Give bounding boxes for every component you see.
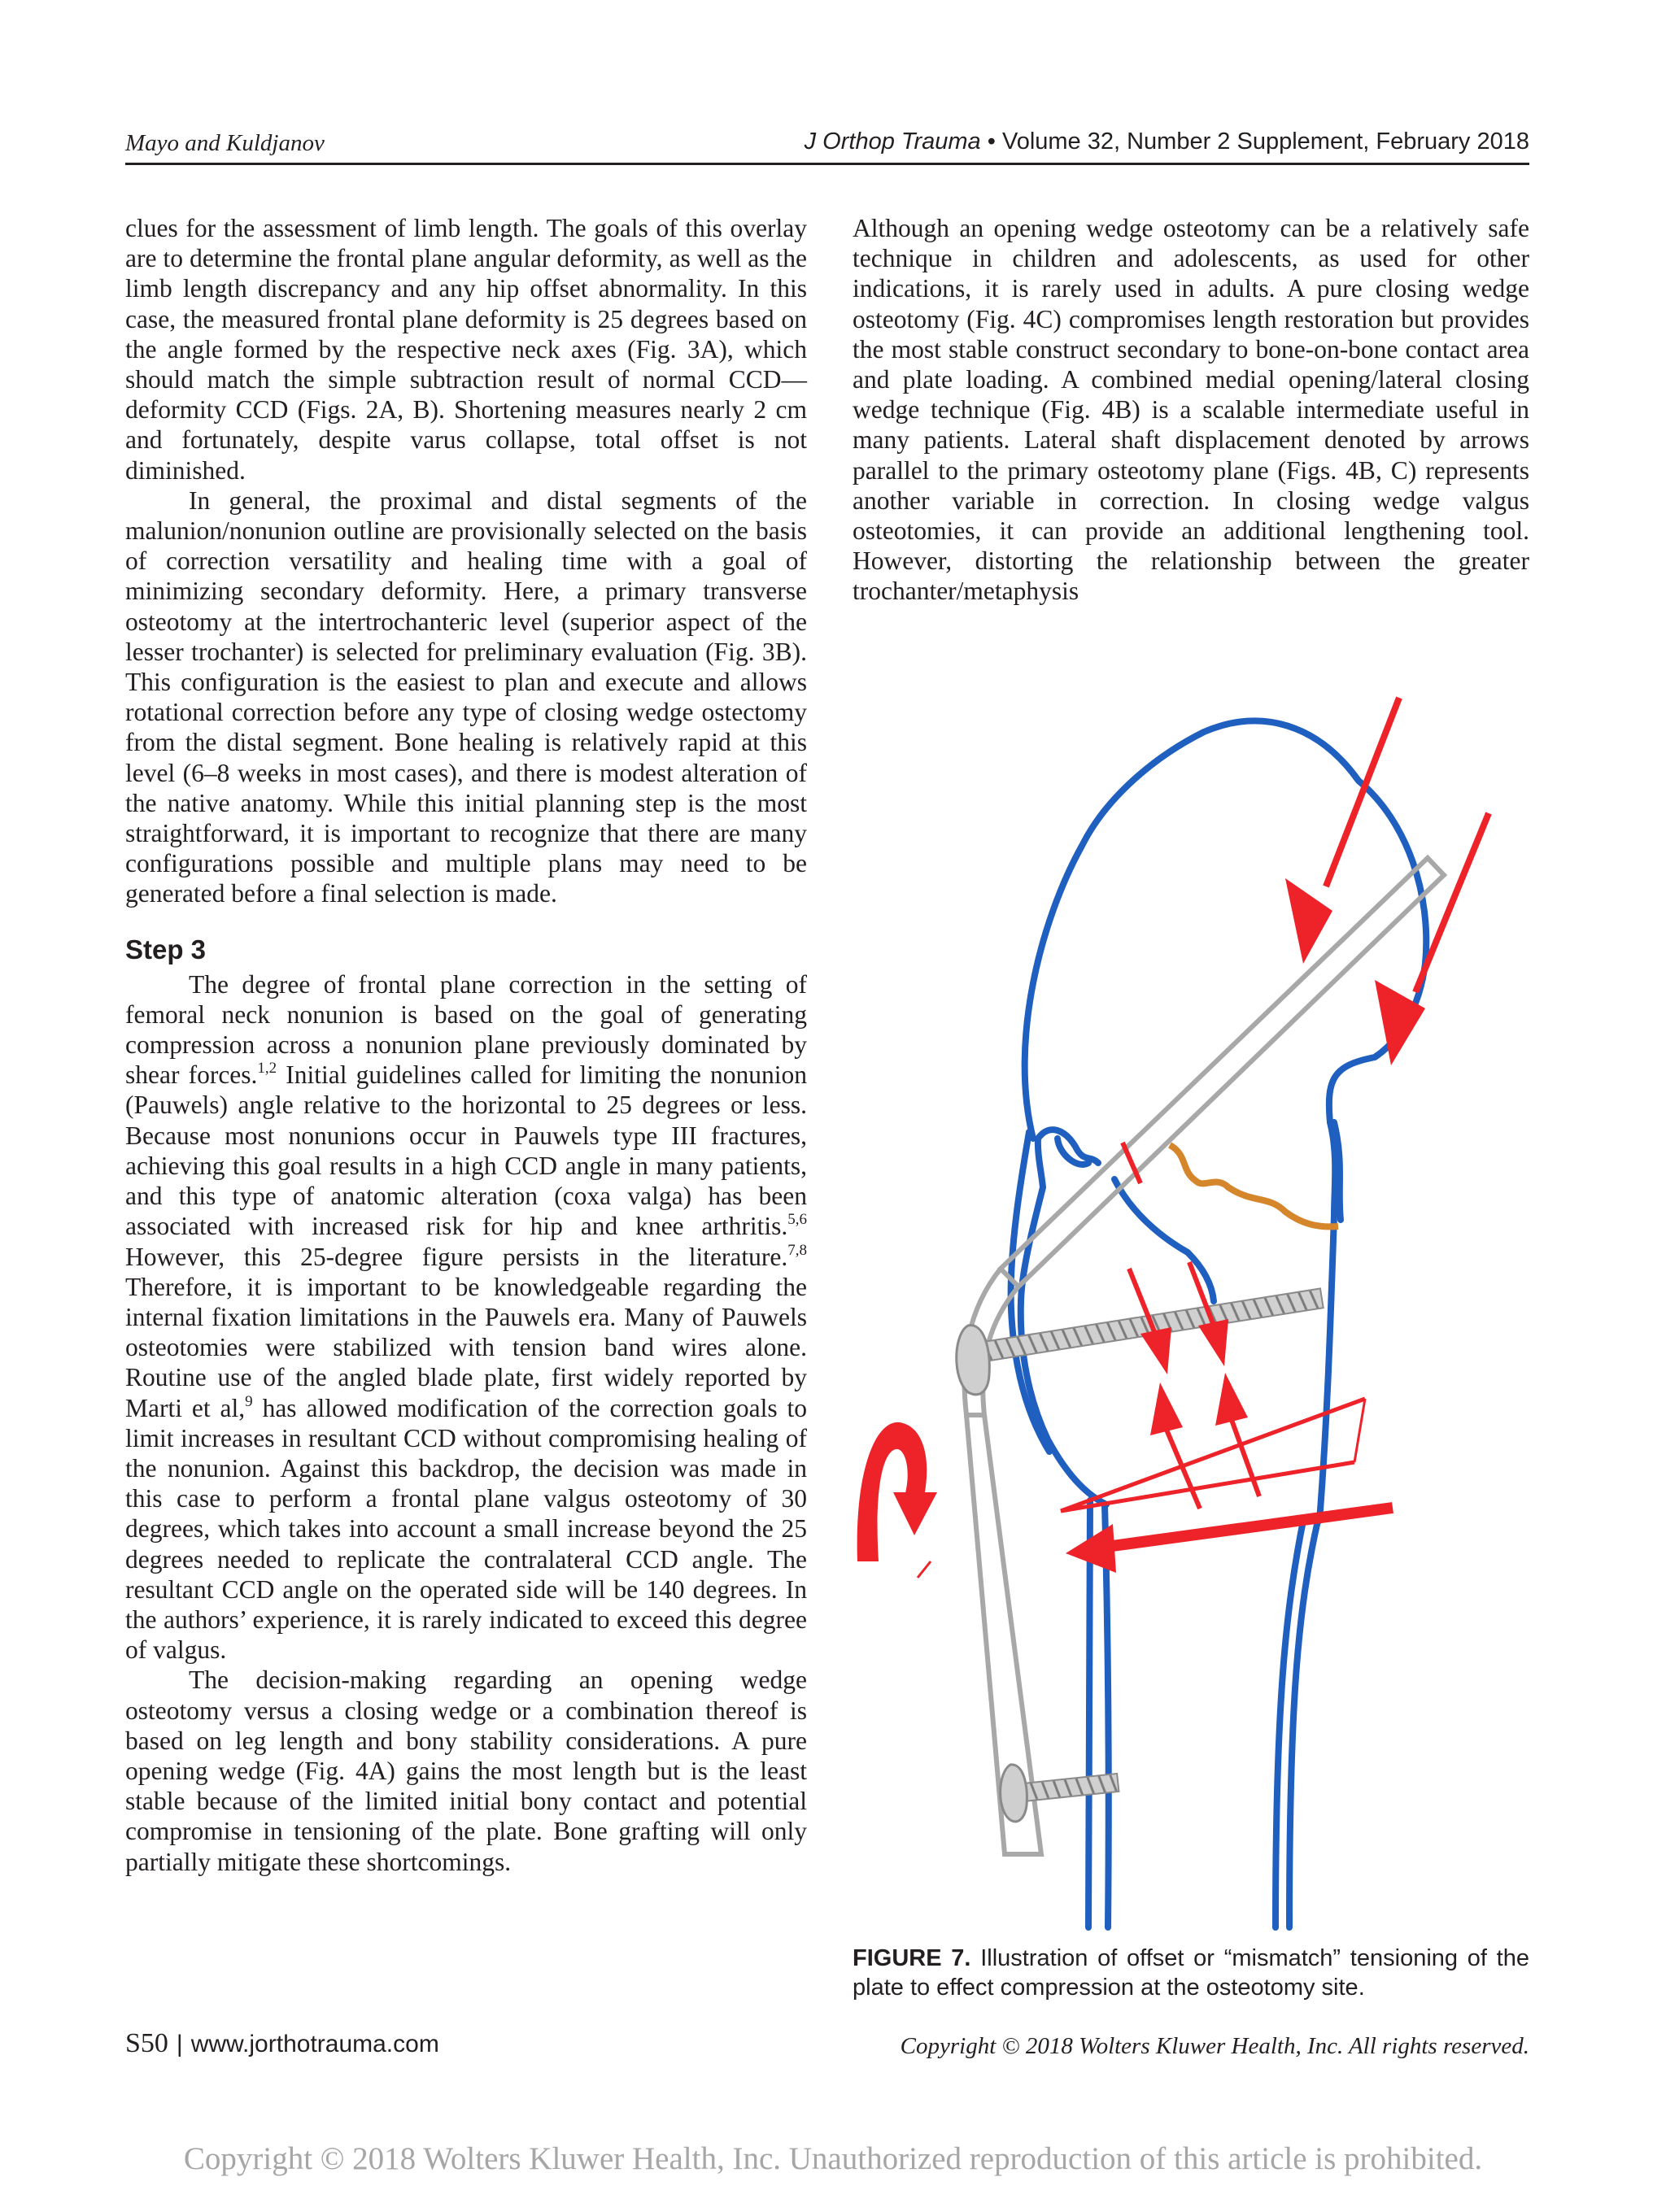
osteotomy-line-lower xyxy=(1061,1462,1354,1511)
wedge-arrow-up-1 xyxy=(1150,1382,1200,1509)
caption-label: FIGURE 7. xyxy=(853,1945,971,1971)
paragraph: clues for the assessment of limb length. The goals of this overlay are to determine the frontal plane angular deformity, as well as the limb length discrepancy and any hip offset abnormality. In this case, the measured frontal plane deformity is 25 degrees based on the angle formed by the respective neck axes (Fig. 3A), which should match the simple subtraction result of normal CCD—deformity CCD (Figs. 2A, B). Shortening measures nearly 2 cm and fortunately, despite varus collapse, total offset is not diminished. xyxy=(125,214,807,485)
figure-caption xyxy=(853,1944,1529,2002)
citation: 9 xyxy=(245,1392,253,1410)
journal-url[interactable]: www.jorthotrauma.com xyxy=(190,2031,439,2057)
header-volume: Volume 32, Number 2 Supplement, February 2018 xyxy=(1001,128,1529,155)
page-footer-left xyxy=(125,2028,439,2059)
distal-screw-head xyxy=(1001,1765,1027,1822)
blade-plate-blade xyxy=(1001,858,1444,1287)
page-number: S50 xyxy=(125,2028,168,2058)
citation: 1,2 xyxy=(257,1060,277,1078)
running-header xyxy=(125,130,1529,165)
paragraph: The decision-making regarding an opening wedge osteotomy versus a closing wedge or a combination thereof is based on leg length and bony stability considerations. A pure opening wedge (Fig. 4A) gains the most length but is the least stable because of the limited initial bony contact and potential compromise in tensioning of the plate. Bone grafting will only partially mitigate these shortcomings. xyxy=(125,1666,807,1876)
osteotomy-line-close xyxy=(1354,1399,1365,1462)
lateral-displacement-arrow xyxy=(1066,1508,1393,1573)
proximal-screw-head xyxy=(957,1326,990,1395)
header-journal: J Orthop Trauma xyxy=(804,128,981,155)
citation: 5,6 xyxy=(787,1211,807,1229)
text-run: Therefore, it is important to be knowledgeable regarding the internal fixation limitations in the Pauwels era. Many of Pauwels osteotomies were stabilized with tension band wires alone. Routine use of the angled blade plate, first widely reported by Marti et al, xyxy=(125,1272,807,1422)
left-column xyxy=(125,213,807,1877)
header-journal-info xyxy=(805,128,1529,155)
right-column xyxy=(853,213,1529,607)
greater-trochanter-outline xyxy=(1021,1139,1106,1504)
header-authors: Mayo and Kuldjanov xyxy=(125,130,325,156)
femur-osteotomy-diagram xyxy=(846,683,1529,1936)
section-heading: Step 3 xyxy=(125,934,207,964)
medial-metaphysis-outline xyxy=(1319,1216,1334,1521)
reproduction-notice: Copyright © 2018 Wolters Kluwer Health, Inc. Unauthorized reproduction of this article is prohibited. xyxy=(183,2141,1483,2176)
lateral-shaft-cortex-outer xyxy=(1088,1500,1090,1927)
wedge-arrow-up-2 xyxy=(1215,1373,1259,1496)
paragraph xyxy=(125,969,807,1666)
caption-text: Illustration of offset or “mismatch” tensioning of the plate to effect compression at the osteotomy site. xyxy=(853,1945,1529,2001)
compression-arrow-left xyxy=(1285,698,1399,964)
compression-arrow-right xyxy=(1375,813,1489,1065)
paragraph: In general, the proximal and distal segments of the malunion/nonunion outline are provisionally selected on the basis of correction versatility and healing time with a goal of minimizing secondary deformity. Here, a primary transverse osteotomy at the intertrochanteric level (superior aspect of the lesser trochanter) is selected for preliminary evaluation (Fig. 3B). This configuration is the easiest to plan and execute and allows rotational correction before any type of closing wedge ostectomy from the distal segment. Bone healing is relatively rapid at this level (6–8 weeks in most cases), and there is modest alteration of the native anatomy. While this initial planning step is the most straightforward, it is important to recognize that there are many configurations possible and multiple plans may need to be generated before a final selection is made. xyxy=(125,486,807,908)
text-run: has allowed modification of the correction goals to limit increases in resultant CCD without compromising healing of the nonunion. Against this backdrop, the decision was made in this case to perform a frontal plane valgus osteotomy of 30 degrees, which takes into account a small increase beyond the 25 degrees needed to replicate the contralateral CCD angle. The resultant CCD angle on the operated side will be 140 degrees. In the authors’ experience, it is rarely indicated to exceed this degree of valgus. xyxy=(125,1393,808,1665)
text-run: Initial guidelines called for limiting the nonunion (Pauwels) angle relative to the horizontal to 25 degrees or less. Because most nonunions occur in Pauwels type III fractures, achieving this goal results in a high CCD angle in many patients, and this type of anatomic alteration (coxa valga) has been associated with increased risk for hip and knee arthritis. xyxy=(125,1060,807,1241)
text-run: The degree of frontal plane correction in the setting of femoral neck nonunion is based on the goal of generating compression across a nonunion plane previously dominated by shear forces. xyxy=(125,969,807,1090)
header-bullet: • xyxy=(987,128,996,155)
nonunion-line xyxy=(1170,1145,1338,1226)
figure-7-illustration xyxy=(846,683,1529,1936)
citation: 7,8 xyxy=(787,1241,807,1259)
paragraph: Although an opening wedge osteotomy can be a relatively safe technique in children and adolescents, as used for other indications, it is rarely used in adults. A pure closing wedge osteotomy (Fig. 4C) compromises length restoration but provides the most stable construct secondary to bone-on-bone contact area and plate loading. A combined medial opening/lateral closing wedge technique (Fig. 4B) is a scalable intermediate useful in many patients. Lateral shaft displacement denoted by arrows parallel to the primary osteotomy plane (Figs. 4B, C) represents another variable in correction. In closing wedge valgus osteotomies, it can provide an additional lengthening tool. However, distorting the relationship between the greater trochanter/metaphysis xyxy=(853,214,1529,606)
text-run: However, this 25-degree figure persists in the literature. xyxy=(125,1242,788,1271)
rotation-arrow xyxy=(857,1422,937,1578)
footer-separator: | xyxy=(176,2031,183,2057)
footer-copyright: Copyright © 2018 Wolters Kluwer Health, Inc. All rights reserved. xyxy=(900,2033,1529,2059)
